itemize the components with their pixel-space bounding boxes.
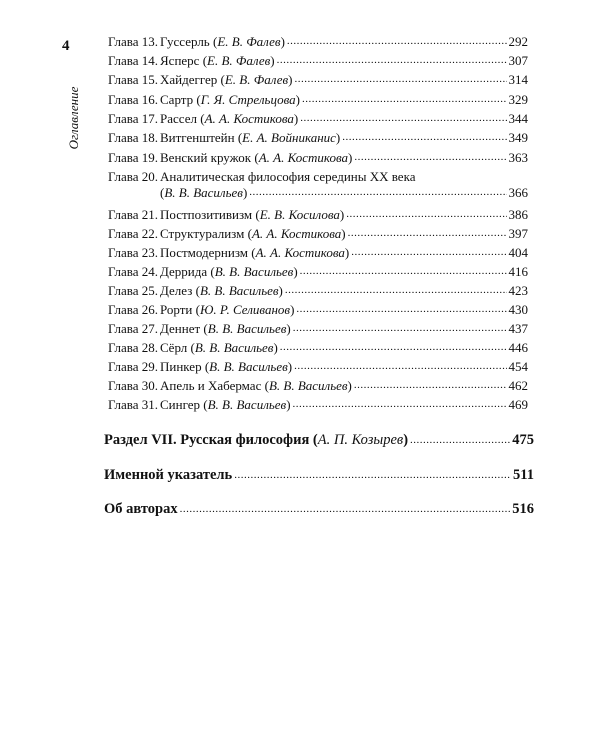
toc-entry[interactable]: Глава 16. Сартр (Г. Я. Стрельцова) ..... 329 [108,92,528,108]
toc-index-entry[interactable] [104,466,534,484]
chapter-author: Е. А. Войниканис [242,130,336,145]
chapter-title: Сартр [160,92,194,107]
toc-entry[interactable]: Глава 15. Хайдеггер (Е. В. Фалев) ..... 314 [108,72,528,88]
authors-title: Об авторах [104,501,178,517]
toc-authors-entry[interactable] [104,500,534,518]
chapter-title: Рассел [160,111,197,126]
dot-leader [346,209,506,220]
dot-leader [293,399,507,410]
page-ref: 314 [508,72,528,87]
dot-leader [348,228,507,239]
page-ref: 423 [508,283,528,298]
chapter-number: Глава 17. [108,111,159,126]
chapter-number: Глава 22. [108,226,159,241]
section-title: Раздел VII. Русская философия [104,432,310,448]
page-ref: 454 [508,359,528,374]
toc-entry[interactable]: Глава 21. Постпозитивизм (Е. В. Косилова) ..... 386 [108,207,528,223]
chapter-number: Глава 23. [108,245,159,260]
dot-leader [280,342,507,353]
page-ref: 475 [512,432,534,448]
page-ref: 511 [513,467,534,483]
toc-entry[interactable]: Глава 23. Постмодернизм (А. А. Костикова) ..... 404 [108,245,528,261]
chapter-number: Глава 16. [108,92,159,107]
chapter-number: Глава 27. [108,321,159,336]
dot-leader [277,55,507,66]
chapter-author: Ю. Р. Селиванов [199,302,291,317]
dot-leader [302,94,507,105]
chapter-number: Глава 26. [108,302,159,317]
toc-entry[interactable]: Глава 19. Венский кружок (А. А. Костикова) ..... 363 [108,150,528,166]
chapter-number: Глава 31. [108,397,159,412]
chapter-title: Сингер [160,397,201,412]
page-ref: 462 [508,378,528,393]
chapter-number: Глава 13. [108,34,159,49]
chapter-title: Пинкер [160,359,202,374]
page-ref: 292 [508,34,528,49]
chapter-title: Аналитическая философия середины XX века [160,169,416,184]
page-ref: 430 [508,302,528,317]
dot-leader [294,74,506,85]
chapter-number: Глава 14. [108,53,159,68]
chapter-author: Е. В. Фалев [217,34,281,49]
toc-entry[interactable]: Глава 26. Рорти (Ю. Р. Селиванов) ..... 430 [108,302,528,318]
dot-leader [234,470,511,481]
chapter-number: Глава 28. [108,340,159,355]
chapter-number: Глава 24. [108,264,159,279]
dot-leader [354,380,507,391]
page-ref: 437 [508,321,528,336]
page-ref: 469 [508,397,528,412]
page-ref: 516 [512,501,534,517]
toc-entry[interactable]: Глава 24. Деррида (В. В. Васильев) ..... 416 [108,264,528,280]
dot-leader [180,504,511,515]
chapter-number: Глава 19. [108,150,159,165]
dot-leader [354,152,506,163]
page-ref: 416 [508,264,528,279]
chapter-author: Е. В. Фалев [207,53,271,68]
chapter-title: Деррида [160,264,208,279]
page-ref: 344 [508,111,528,126]
chapter-number: Глава 21. [108,207,159,222]
chapter-author: В. В. Васильев [214,264,294,279]
dot-leader [285,285,507,296]
chapter-author: А. А. Костикова [251,226,342,241]
chapter-number: Глава 18. [108,130,159,145]
chapter-title: Хайдеггер [160,72,218,87]
toc-entry[interactable]: Глава 14. Ясперс (Е. В. Фалев) ..... 307 [108,53,528,69]
toc-entry[interactable]: Глава 29. Пинкер (В. В. Васильев) ..... 454 [108,359,528,375]
toc-entry[interactable]: Глава 22. Структурализм (А. А. Костикова) ..... 397 [108,226,528,242]
page-ref: 404 [508,245,528,260]
chapter-title: Сёрл [160,340,188,355]
chapter-author: В. В. Васильев [207,397,287,412]
page-ref: 349 [508,130,528,145]
page-ref: 397 [508,226,528,241]
page-ref: 329 [508,92,528,107]
dot-leader [293,323,507,334]
chapter-author: Г. Я. Стрельцова [200,92,296,107]
chapter-number: Глава 30. [108,378,159,393]
chapter-number: Глава 15. [108,72,159,87]
toc-entry[interactable]: Глава 13. Гуссерль (Е. В. Фалев) ..... 292 [108,34,528,50]
chapter-title: Деннет [160,321,201,336]
page-ref: 446 [508,340,528,355]
chapter-number: Глава 25. [108,283,159,298]
chapter-title: Постпозитивизм [160,207,253,222]
chapter-author: В. В. Васильев [209,359,288,374]
chapter-author: В. В. Васильев [207,321,287,336]
chapter-author: А. А. Костикова [204,111,294,126]
dot-leader [351,247,506,258]
dot-leader [294,361,506,372]
chapter-title: Ясперс [160,53,200,68]
chapter-title: Структурализм [160,226,245,241]
dot-leader [287,36,507,47]
chapter-title: Рорти [160,302,193,317]
page-number: 4 [62,38,70,54]
toc-section-entry[interactable]: Раздел VII. Русская философия (А. П. Козырев) ..... 475 [104,431,534,449]
index-title: Именной указатель [104,467,233,483]
page-ref: 307 [508,53,528,68]
chapter-author: В. В. Васильев [199,283,279,298]
chapter-title: Делез [160,283,193,298]
chapter-title: Апель и Хабермас [160,378,262,393]
chapter-author: А. А. Костикова [255,245,345,260]
chapter-author: В. В. Васильев [194,340,274,355]
toc-entry[interactable]: Глава 27. Деннет (В. В. Васильев) ..... 437 [108,321,528,337]
chapter-author: В. В. Васильев [164,185,243,200]
dot-leader [342,132,506,143]
chapter-number: Глава 29. [108,359,159,374]
chapter-author: Е. В. Фалев [224,72,289,87]
dot-leader [300,266,507,277]
chapter-author: Е. В. Косилова [259,207,340,222]
toc-entry[interactable]: Глава 31. Сингер (В. В. Васильев) ..... 469 [108,397,528,413]
dot-leader [249,187,506,198]
toc-entry[interactable]: Глава 17. Рассел (А. А. Костикова) ..... 344 [108,111,528,127]
chapter-title: Витгенштейн [160,130,235,145]
page-ref: 366 [508,185,528,200]
chapter-title: Гуссерль [160,34,210,49]
toc-entry[interactable]: Глава 25. Делез (В. В. Васильев) ..... 423 [108,283,528,299]
page-ref: 363 [508,150,528,165]
dot-leader [296,304,506,315]
chapter-title: Постмодернизм [160,245,248,260]
dot-leader [410,435,510,446]
toc-entry[interactable]: Глава 28. Сёрл (В. В. Васильев) ..... 446 [108,340,528,356]
page-ref: 386 [508,207,528,222]
chapter-number: Глава 20. [108,169,159,184]
running-head: Оглавление [66,86,81,150]
toc-entry[interactable]: Глава 18. Витгенштейн (Е. А. Войниканис) ..... 349 [108,130,528,146]
toc-entry[interactable]: Глава 30. Апель и Хабермас (В. В. Васильев) ..... 462 [108,378,528,394]
toc-entry[interactable]: Глава 20. Аналитическая философия середины XX века (В. В. Васильев) ..... 366 [108,169,528,201]
chapter-title: Венский кружок [160,150,252,165]
section-author: А. П. Козырев [317,432,404,448]
chapter-author: В. В. Васильев [268,378,348,393]
dot-leader [300,113,506,124]
chapter-author: А. А. Костикова [258,150,349,165]
